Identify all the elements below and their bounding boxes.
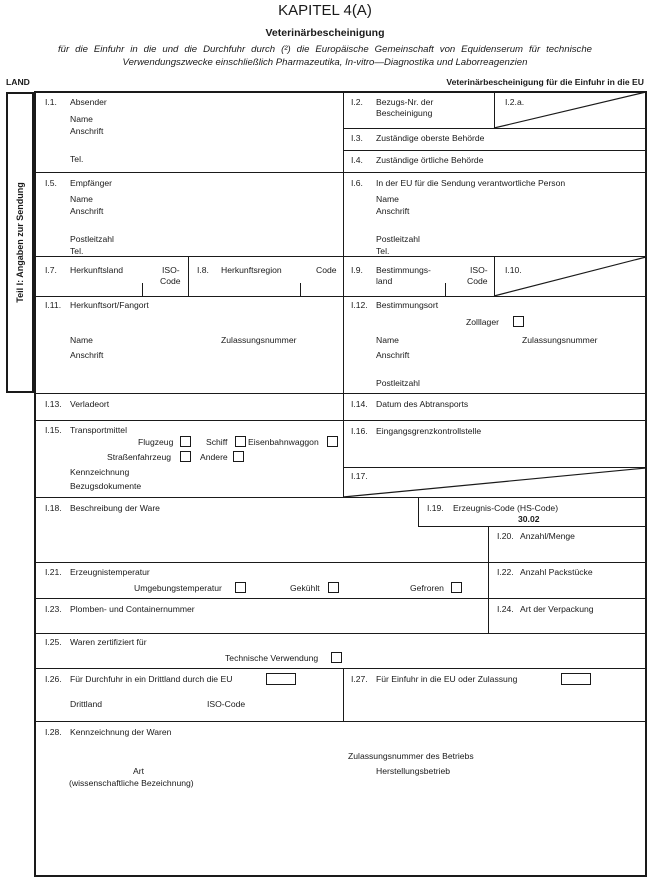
i15-rail-label: Eisenbahnwaggon bbox=[248, 437, 319, 447]
i2-title-line2: Bescheinigung bbox=[376, 108, 433, 118]
i26-country: Drittland bbox=[70, 699, 102, 709]
i15-air-checkbox[interactable] bbox=[180, 436, 191, 447]
i21-ambient-checkbox[interactable] bbox=[235, 582, 246, 593]
right-column-divider bbox=[488, 526, 489, 633]
i21-frozen-checkbox[interactable] bbox=[451, 582, 462, 593]
i26-i27-divider bbox=[343, 668, 344, 721]
i1-name: Name bbox=[70, 114, 93, 124]
i7-code-line1: ISO- bbox=[162, 265, 180, 275]
i28-number: I.28. bbox=[45, 727, 62, 737]
i7-tick bbox=[142, 283, 143, 296]
i1-number: I.1. bbox=[45, 97, 57, 107]
i5-name: Name bbox=[70, 194, 93, 204]
i24-title: Art der Verpackung bbox=[520, 604, 594, 614]
i12-customs-label: Zolllager bbox=[466, 317, 499, 327]
i1-tel: Tel. bbox=[70, 154, 84, 164]
i6-address: Anschrift bbox=[376, 206, 410, 216]
frame-bottom bbox=[34, 875, 647, 877]
i5-number: I.5. bbox=[45, 178, 57, 188]
i28-species-line2: (wissenschaftliche Bezeichnung) bbox=[69, 778, 194, 788]
i12-approval: Zulassungsnummer bbox=[522, 335, 598, 345]
i19-title: Erzeugnis-Code (HS-Code) bbox=[453, 503, 559, 513]
i12-postcode: Postleitzahl bbox=[376, 378, 420, 388]
i15-air-label: Flugzeug bbox=[138, 437, 174, 447]
row-line bbox=[34, 420, 646, 421]
i27-title: Für Einfuhr in die EU oder Zulassung bbox=[376, 674, 518, 684]
i6-postcode: Postleitzahl bbox=[376, 234, 420, 244]
i6-title: In der EU für die Sendung verantwortliche Person bbox=[376, 178, 566, 188]
i2-title-line1: Bezugs-Nr. der bbox=[376, 97, 434, 107]
i15-rail-checkbox[interactable] bbox=[327, 436, 338, 447]
i28-title: Kennzeichnung der Waren bbox=[70, 727, 172, 737]
i18-number: I.18. bbox=[45, 503, 62, 513]
i12-title: Bestimmungsort bbox=[376, 300, 439, 310]
i12-address: Anschrift bbox=[376, 350, 410, 360]
i25-technical-checkbox[interactable] bbox=[331, 652, 342, 663]
i7-code-line2: Code bbox=[160, 276, 181, 286]
i8-tick bbox=[300, 283, 301, 296]
i2a-number: I.2.a. bbox=[505, 97, 525, 107]
i16-number: I.16. bbox=[351, 426, 368, 436]
i14-number: I.14. bbox=[351, 399, 368, 409]
i21-title: Erzeugnistemperatur bbox=[70, 567, 150, 577]
row-line bbox=[34, 172, 646, 173]
i6-number: I.6. bbox=[351, 178, 363, 188]
i21-chilled-label: Gekühlt bbox=[290, 583, 320, 593]
row-line bbox=[34, 668, 646, 669]
i15-ship-label: Schiff bbox=[206, 437, 228, 447]
column-divider bbox=[343, 91, 344, 393]
i18-title: Beschreibung der Ware bbox=[70, 503, 160, 513]
chapter-title: KAPITEL 4(A) bbox=[278, 2, 372, 19]
i21-chilled-checkbox[interactable] bbox=[328, 582, 339, 593]
i4-title: Zuständige örtliche Behörde bbox=[376, 155, 484, 165]
i15-other-checkbox[interactable] bbox=[233, 451, 244, 462]
i6-name: Name bbox=[376, 194, 399, 204]
i9-code-line2: Code bbox=[467, 276, 488, 286]
i16-title: Eingangsgrenzkontrollstelle bbox=[376, 426, 482, 436]
i11-title: Herkunftsort/Fangort bbox=[70, 300, 149, 310]
i23-number: I.23. bbox=[45, 604, 62, 614]
i4-number: I.4. bbox=[351, 155, 363, 165]
part-one-side-box bbox=[6, 92, 34, 393]
i25-number: I.25. bbox=[45, 637, 62, 647]
row-line bbox=[343, 150, 646, 151]
i12-customs-checkbox[interactable] bbox=[513, 316, 524, 327]
i11-address: Anschrift bbox=[70, 350, 104, 360]
certificate-title: Veterinärbescheinigung bbox=[265, 27, 385, 39]
i2-number: I.2. bbox=[351, 97, 363, 107]
i10-diagonal bbox=[494, 256, 646, 296]
i1-address: Anschrift bbox=[70, 126, 104, 136]
i20-title: Anzahl/Menge bbox=[520, 531, 575, 541]
i21-ambient-label: Umgebungstemperatur bbox=[134, 583, 222, 593]
i11-number: I.11. bbox=[45, 300, 62, 310]
i6-tel: Tel. bbox=[376, 246, 390, 256]
i26-number: I.26. bbox=[45, 674, 62, 684]
i5-postcode: Postleitzahl bbox=[70, 234, 114, 244]
i17-diagonal bbox=[343, 467, 646, 497]
country-label: LAND bbox=[6, 77, 30, 87]
i19-bottom bbox=[418, 526, 646, 527]
i27-number: I.27. bbox=[351, 674, 368, 684]
i26-iso: ISO-Code bbox=[207, 699, 246, 709]
i19-value: 30.02 bbox=[518, 514, 540, 524]
i11-name: Name bbox=[70, 335, 93, 345]
i14-title: Datum des Abtransports bbox=[376, 399, 469, 409]
i20-number: I.20. bbox=[497, 531, 514, 541]
i22-number: I.22. bbox=[497, 567, 514, 577]
i5-tel: Tel. bbox=[70, 246, 84, 256]
i10-number: I.10. bbox=[505, 265, 522, 275]
i13-title: Verladeort bbox=[70, 399, 110, 409]
i5-title: Empfänger bbox=[70, 178, 113, 188]
i28-approval: Zulassungsnummer des Betriebs bbox=[348, 751, 474, 761]
i15-road-checkbox[interactable] bbox=[180, 451, 191, 462]
i15-ship-checkbox[interactable] bbox=[235, 436, 246, 447]
i11-approval: Zulassungsnummer bbox=[221, 335, 297, 345]
i13-number: I.13. bbox=[45, 399, 62, 409]
i21-frozen-label: Gefroren bbox=[410, 583, 444, 593]
i15-other-label: Andere bbox=[200, 452, 228, 462]
row-line bbox=[34, 393, 646, 394]
i15-number: I.15. bbox=[45, 425, 62, 435]
i15-docs: Bezugsdokumente bbox=[70, 481, 142, 491]
i8-number: I.8. bbox=[197, 265, 209, 275]
i9-number: I.9. bbox=[351, 265, 363, 275]
i7-number: I.7. bbox=[45, 265, 57, 275]
certificate-type-label: Veterinärbescheinigung für die Einfuhr in die EU bbox=[446, 77, 644, 87]
i8-code: Code bbox=[316, 265, 337, 275]
i12-name: Name bbox=[376, 335, 399, 345]
frame-left bbox=[34, 91, 36, 876]
i19-number: I.19. bbox=[427, 503, 444, 513]
i1-title: Absender bbox=[70, 97, 107, 107]
i3-title: Zuständige oberste Behörde bbox=[376, 133, 485, 143]
row-line bbox=[34, 721, 646, 722]
i17-number: I.17. bbox=[351, 471, 368, 481]
i22-title: Anzahl Packstücke bbox=[520, 567, 593, 577]
certificate-intro: für die Einfuhr in die und die Durchfuhr durch (²) die Europäische Gemeinschaft von Equidenserum für technische Verwendungszwecke einschließlich Pharmazeutika, In-vitro—Diagnostika und Laborreagenzien bbox=[58, 44, 592, 68]
i23-title: Plomben- und Containernummer bbox=[70, 604, 195, 614]
i7-i8-divider bbox=[188, 256, 189, 296]
i25-technical-label: Technische Verwendung bbox=[225, 653, 319, 663]
row-line bbox=[34, 296, 646, 297]
i5-address: Anschrift bbox=[70, 206, 104, 216]
row-line bbox=[34, 562, 646, 563]
i27-checkbox[interactable] bbox=[561, 673, 591, 685]
i26-title: Für Durchfuhr in ein Drittland durch die EU bbox=[70, 674, 233, 684]
i21-number: I.21. bbox=[45, 567, 62, 577]
i9-title-line1: Bestimmungs- bbox=[376, 265, 431, 275]
part-one-label: Teil I: Angaben zur Sendung bbox=[15, 182, 25, 303]
i9-code-line1: ISO- bbox=[470, 265, 488, 275]
row-line bbox=[34, 497, 646, 498]
i28-manufacturer: Herstellungsbetrieb bbox=[376, 766, 451, 776]
i12-number: I.12. bbox=[351, 300, 368, 310]
i7-title: Herkunftsland bbox=[70, 265, 124, 275]
i25-title: Waren zertifiziert für bbox=[70, 637, 147, 647]
i19-left bbox=[418, 497, 419, 526]
i9-title-line2: land bbox=[376, 276, 393, 286]
i15-ident: Kennzeichnung bbox=[70, 467, 130, 477]
i8-title: Herkunftsregion bbox=[221, 265, 282, 275]
i28-species-line1: Art bbox=[133, 766, 144, 776]
i15-title: Transportmittel bbox=[70, 425, 127, 435]
i9-tick bbox=[445, 283, 446, 296]
i24-number: I.24. bbox=[497, 604, 514, 614]
i3-number: I.3. bbox=[351, 133, 363, 143]
i15-road-label: Straßenfahrzeug bbox=[107, 452, 172, 462]
row-line bbox=[34, 598, 646, 599]
i26-checkbox[interactable] bbox=[266, 673, 296, 685]
row-line bbox=[34, 633, 646, 634]
